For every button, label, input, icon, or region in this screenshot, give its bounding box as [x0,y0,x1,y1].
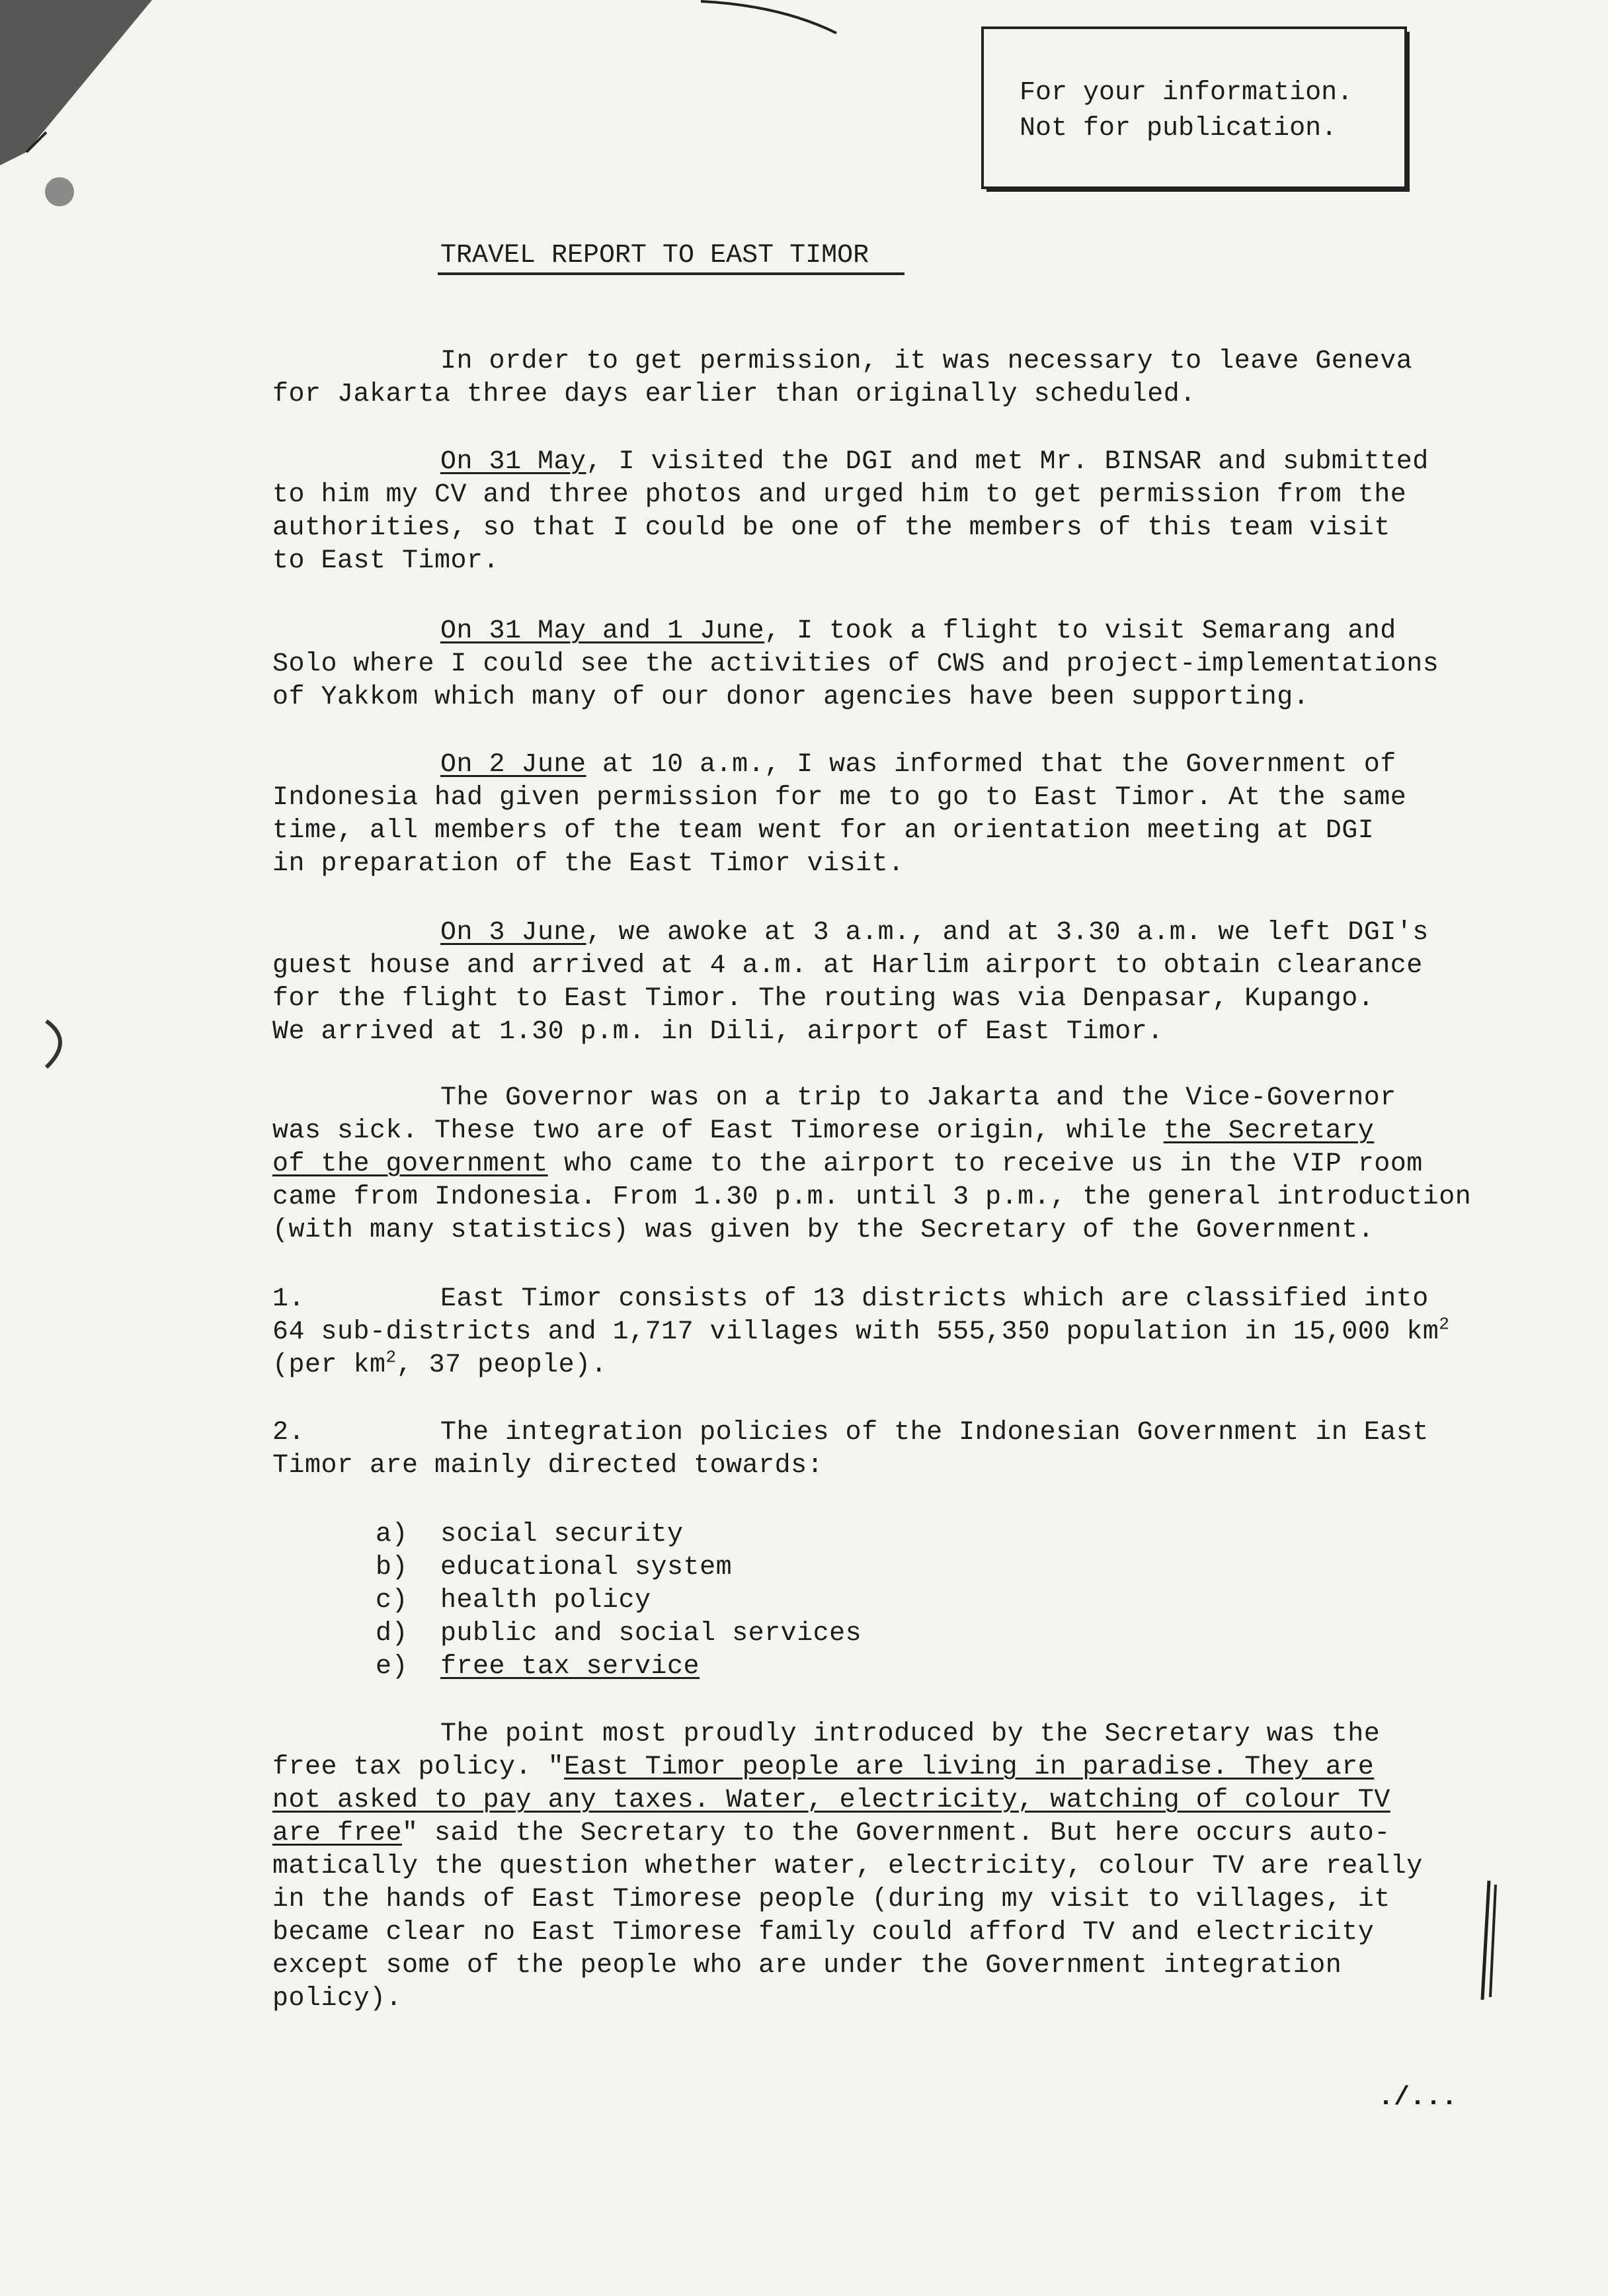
p2-line-1 [440,446,1429,479]
p4-line-1 [440,749,1396,782]
top-curve-mark [701,0,846,40]
p4-date: On 2 June [440,750,586,780]
p6-line-4: came from Indonesia. From 1.30 p.m. until 3 p.m., the general introduction [272,1182,1472,1212]
title-underline [438,272,904,275]
p1-line-1: In order to get permission, it was necessary to leave Geneva [440,347,1413,376]
p2-line-2: to him my CV and three photos and urged him to get permission from the [272,480,1407,510]
item1-line-2 [272,1316,1449,1349]
p7-line-4-text: " said the Secretary to the Government. But here occurs auto- [402,1819,1390,1848]
item1-line-2-text: 64 sub-districts and 1,717 villages with 555,350 population in 15,000 km [272,1317,1439,1347]
p7-line-5: matically the question whether water, electricity, colour TV are really [272,1852,1423,1881]
p7-are-free-underlined: are free [272,1819,403,1848]
p4-line-3: time, all members of the team went for an orientation meeting at DGI [272,816,1375,846]
policy-item-b: educational system [440,1553,733,1582]
item2-line-2: Timor are mainly directed towards: [272,1451,824,1481]
item1-line-1: East Timor consists of 13 districts which are classified into [440,1284,1429,1314]
notice-line-2: Not for publication. [1020,114,1338,144]
p7-line-1: The point most proudly introduced by the Secretary was the [440,1719,1381,1749]
policy-letter-a: a) [376,1520,409,1549]
p6-line-1: The Governor was on a trip to Jakarta and the Vice-Governor [440,1083,1396,1113]
p5-line-4: We arrived at 1.30 p.m. in Dili, airport of East Timor. [272,1017,1164,1047]
p6-government-underlined: of the government [272,1149,548,1179]
p4-line-4: in preparation of the East Timor visit. [272,849,904,879]
p2-line-3: authorities, so that I could be one of the members of this team visit [272,513,1390,543]
policy-item-d: public and social services [440,1619,862,1649]
item1-number: 1. [272,1284,305,1314]
corner-staple-mark [0,0,172,218]
policy-item-c: health policy [440,1586,651,1616]
item1-line-3-start: (per km [272,1350,386,1380]
p4-line-1-text: at 10 a.m., I was informed that the Government of [586,750,1396,780]
p7-line-3: not asked to pay any taxes. Water, electricity, watching of colour TV [272,1785,1390,1815]
policy-letter-e: e) [376,1652,409,1682]
p3-date: On 31 May and 1 June [440,616,765,646]
p7-quote-underlined: East Timor people are living in paradise. They are [564,1752,1375,1782]
p3-line-2: Solo where I could see the activities of CWS and project-implementations [272,649,1439,679]
p1-line-2: for Jakarta three days earlier than originally scheduled. [272,380,1196,409]
item1-superscript-1: 2 [1439,1314,1450,1334]
p5-line-1 [440,917,1429,950]
p7-line-7: became clear no East Timorese family could afford TV and electricity [272,1918,1375,1948]
p4-line-2: Indonesia had given permission for me to go to East Timor. At the same [272,783,1407,813]
page-continuation-marker: ./... [1378,2083,1458,2113]
p6-line-2 [272,1115,1374,1148]
policy-item-a: social security [440,1520,684,1549]
policy-item-e: free tax service [440,1652,700,1682]
p7-line-2-text: free tax policy. " [272,1752,565,1782]
item2-number: 2. [272,1418,305,1448]
margin-vertical-lines [1473,1878,1500,2004]
p2-line-1-text: , I visited the DGI and met Mr. BINSAR and submitted [586,447,1429,477]
policy-letter-b: b) [376,1553,409,1582]
p5-date: On 3 June [440,918,586,948]
policy-letter-c: c) [376,1586,409,1616]
p7-line-4 [272,1817,1390,1850]
document-title: TRAVEL REPORT TO EAST TIMOR [440,241,869,270]
p7-line-9: policy). [272,1984,403,2014]
p5-line-1-text: , we awoke at 3 a.m., and at 3.30 a.m. we left DGI's [586,918,1429,948]
p6-line-3 [272,1148,1423,1181]
p5-line-2: guest house and arrived at 4 a.m. at Harlim airport to obtain clearance [272,951,1423,981]
p2-date: On 31 May [440,447,586,477]
p6-line-3-text: who came to the airport to receive us in the VIP room [547,1149,1423,1179]
item2-line-1: The integration policies of the Indonesian Government in East [440,1418,1429,1448]
notice-line-1: For your information. [1020,78,1353,108]
p2-line-4: to East Timor. [272,546,500,576]
p6-line-5: (with many statistics) was given by the Secretary of the Government. [272,1215,1375,1245]
p3-line-3: of Yakkom which many of our donor agencies have been supporting. [272,682,1310,712]
item1-line-3 [272,1349,607,1382]
p7-line-6: in the hands of East Timorese people (during my visit to villages, it [272,1885,1390,1914]
p6-secretary-underlined: the Secretary [1163,1116,1375,1146]
confidentiality-notice [981,26,1407,189]
p7-line-8: except some of the people who are under the Government integration [272,1951,1342,1981]
p5-line-3: for the flight to East Timor. The routing was via Denpasar, Kupango. [272,984,1375,1014]
p3-line-1-text: , I took a flight to visit Semarang and [764,616,1396,646]
p3-line-1 [440,615,1396,648]
p6-line-2-text: was sick. These two are of East Timorese origin, while [272,1116,1164,1146]
p7-line-2 [272,1751,1374,1784]
policy-letter-d: d) [376,1619,409,1649]
item1-superscript-2: 2 [385,1347,397,1368]
item1-line-3-end: , 37 people). [396,1350,608,1380]
margin-bracket-mark [40,1018,79,1071]
